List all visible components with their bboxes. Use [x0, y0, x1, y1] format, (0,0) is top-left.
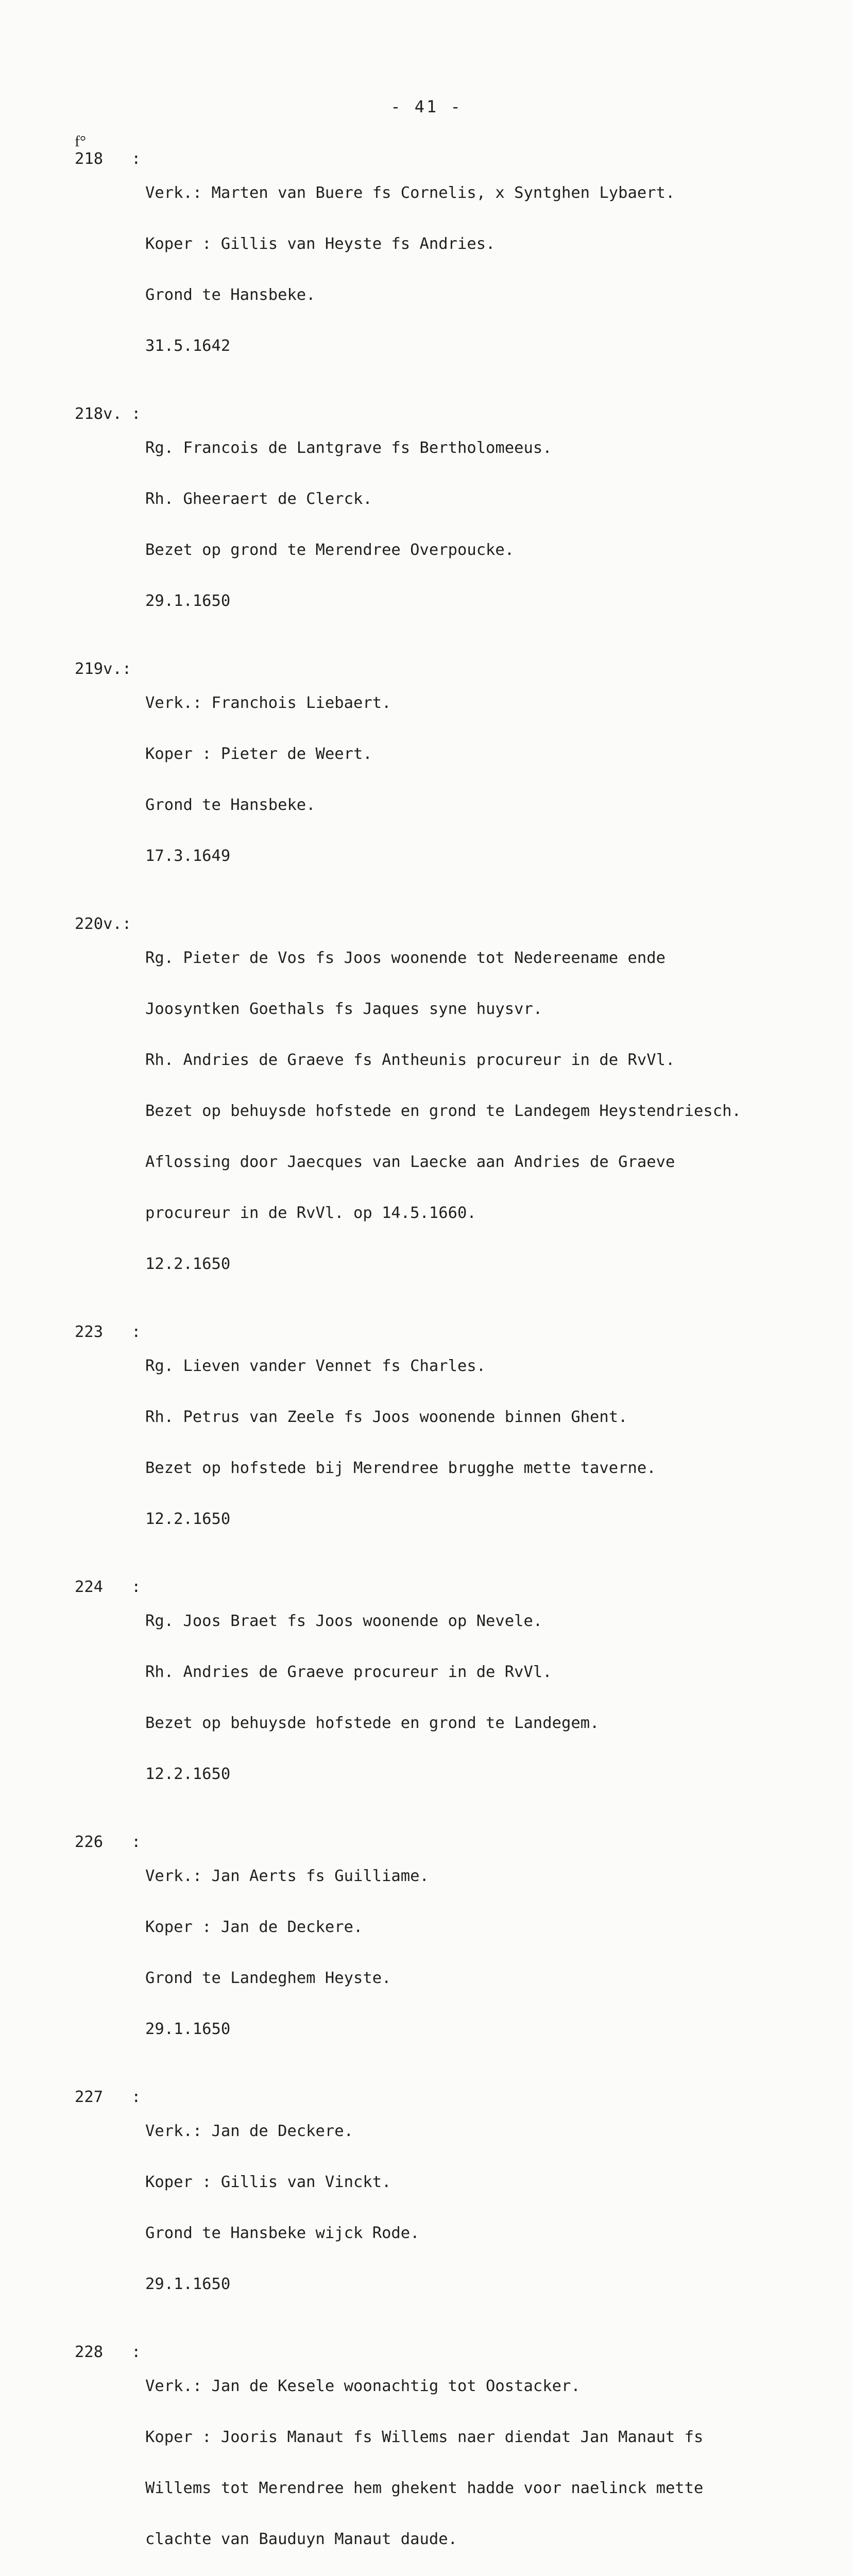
entry-folio: 226 :	[75, 1833, 141, 1851]
entry-date: 29.1.1650	[145, 592, 231, 610]
entry-body	[145, 1579, 816, 1817]
entry	[75, 2089, 816, 2327]
entry-body	[145, 1324, 816, 1562]
entry-line: Grond te Hansbeke.	[145, 286, 316, 304]
entry-folio: 218v. :	[75, 405, 141, 423]
entry-body	[145, 916, 816, 1307]
entry-folio: 228 :	[75, 2343, 141, 2361]
entry-date: 29.1.1650	[145, 2275, 231, 2293]
entry-line: Verk.: Marten van Buere fs Cornelis, x Syntghen Lybaert.	[145, 184, 675, 202]
entry-line: Koper : Jan de Deckere.	[145, 1918, 363, 1936]
entry-line: Grond te Hansbeke.	[145, 796, 316, 814]
entry-date: 12.2.1650	[145, 1510, 231, 1528]
entry-line: Rg. Joos Braet fs Joos woonende op Nevele.	[145, 1612, 543, 1630]
entry-body	[145, 2089, 816, 2327]
entry-line: clachte van Bauduyn Manaut daude.	[145, 2530, 457, 2548]
entry	[75, 405, 816, 643]
entry-line: Willems tot Merendree hem ghekent hadde voor naelinck mette	[145, 2479, 704, 2497]
entry	[75, 150, 816, 388]
entry-folio: 219v.:	[75, 660, 132, 678]
entry-line: Koper : Pieter de Weert.	[145, 745, 372, 763]
entry-folio: 218 :	[75, 150, 141, 168]
entry	[75, 916, 816, 1307]
entry-body	[145, 1834, 816, 2072]
entry-date: 12.2.1650	[145, 1765, 231, 1783]
entry-line: Rg. Francois de Lantgrave fs Bertholomeeus.	[145, 439, 552, 457]
entry-line: Verk.: Franchois Liebaert.	[145, 694, 391, 712]
entry-body	[145, 660, 816, 899]
entries-list	[75, 150, 816, 2576]
entry-line: Rh. Petrus van Zeele fs Joos woonende binnen Ghent.	[145, 1408, 628, 1426]
entry-line: Joosyntken Goethals fs Jaques syne huysvr.	[145, 1000, 543, 1018]
entry-line: Bezet op behuysde hofstede en grond te Landegem.	[145, 1714, 600, 1732]
entry-line: Rg. Lieven vander Vennet fs Charles.	[145, 1357, 486, 1375]
entry-line: Verk.: Jan de Kesele woonachtig tot Oostacker.	[145, 2377, 581, 2395]
entry-date: 31.5.1642	[145, 337, 231, 355]
entry-body	[145, 150, 816, 388]
entry-line: Bezet op grond te Merendree Overpoucke.	[145, 541, 515, 559]
entry-line: Rh. Andries de Graeve fs Antheunis procureur in de RvVl.	[145, 1051, 675, 1069]
entry-folio: 220v.:	[75, 915, 132, 933]
entry-line: Koper : Gillis van Heyste fs Andries.	[145, 235, 496, 253]
entry-date: 17.3.1649	[145, 847, 231, 865]
entry-line: Grond te Landeghem Heyste.	[145, 1969, 391, 1987]
entry-folio: 223 :	[75, 1323, 141, 1341]
entry	[75, 1834, 816, 2072]
entry-line: Aflossing door Jaecques van Laecke aan Andries de Graeve	[145, 1153, 675, 1171]
entry-body	[145, 2344, 816, 2576]
entry-line: Rh. Andries de Graeve procureur in de RvVl.	[145, 1663, 552, 1681]
entry-date: 12.2.1650	[145, 1255, 231, 1273]
entry-line: Koper : Jooris Manaut fs Willems naer diendat Jan Manaut fs	[145, 2428, 704, 2446]
entry-body	[145, 405, 816, 643]
entry	[75, 2344, 816, 2576]
entry-line: Rh. Gheeraert de Clerck.	[145, 490, 372, 508]
entry-line: Bezet op hofstede bij Merendree brugghe mette taverne.	[145, 1459, 656, 1477]
folio-header: f°	[75, 133, 86, 150]
entry-line: Bezet op behuysde hofstede en grond te Landegem Heystendriesch.	[145, 1102, 741, 1120]
entry-line: Rg. Pieter de Vos fs Joos woonende tot Nedereename ende	[145, 949, 666, 967]
page-number: - 41 -	[390, 97, 463, 116]
entry-line: Verk.: Jan de Deckere.	[145, 2122, 353, 2140]
entry-folio: 224 :	[75, 1578, 141, 1596]
entry	[75, 1324, 816, 1562]
entry-line: Grond te Hansbeke wijck Rode.	[145, 2224, 420, 2242]
entry-date: 29.1.1650	[145, 2020, 231, 2038]
entry	[75, 1579, 816, 1817]
entry-folio: 227 :	[75, 2088, 141, 2106]
entry	[75, 660, 816, 899]
entry-line: Verk.: Jan Aerts fs Guilliame.	[145, 1867, 429, 1885]
entry-line: procureur in de RvVl. op 14.5.1660.	[145, 1204, 476, 1222]
entry-line: Koper : Gillis van Vinckt.	[145, 2173, 391, 2191]
